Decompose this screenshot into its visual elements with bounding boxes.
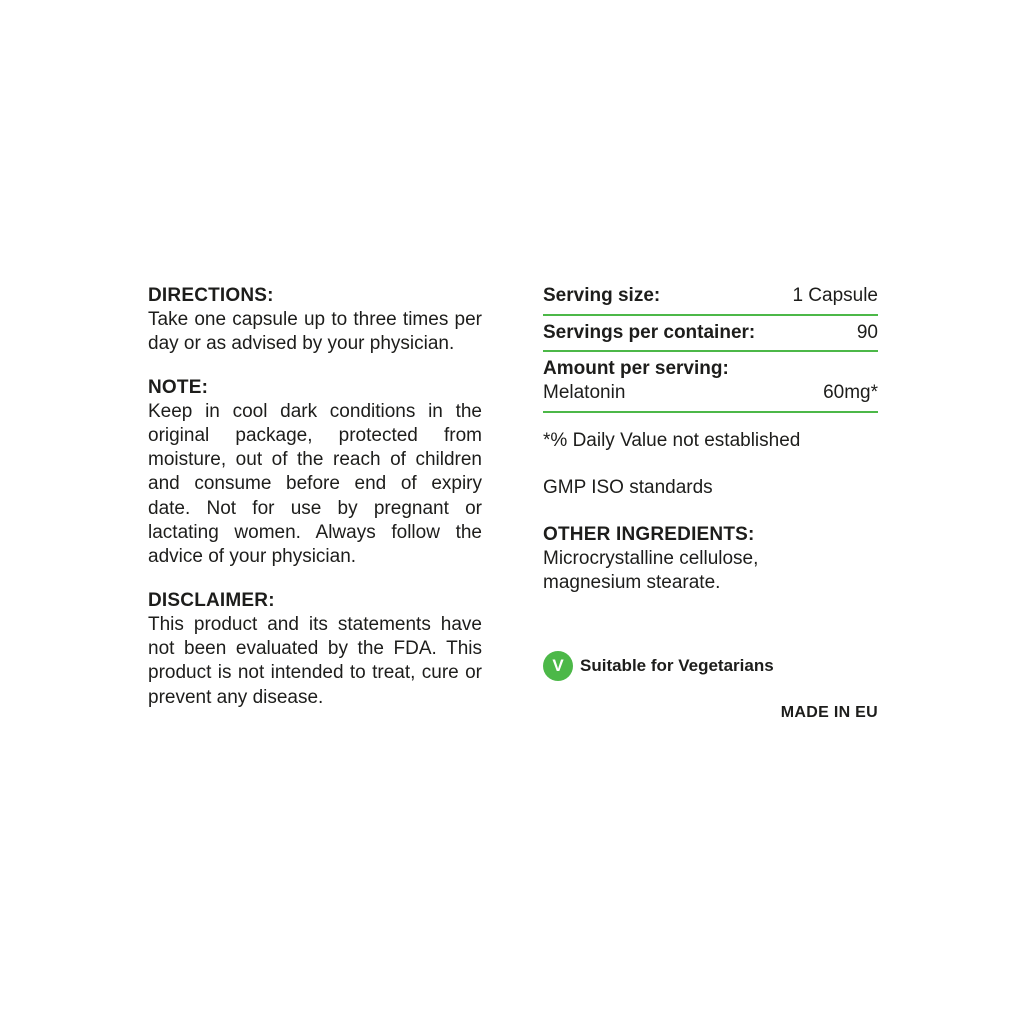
directions-text: Take one capsule up to three times per day or as advised by your physician. — [148, 309, 482, 355]
gmp-note: GMP ISO standards — [543, 477, 713, 498]
made-in-label: MADE IN EU — [780, 704, 878, 721]
vegetarian-label: Suitable for Vegetarians — [580, 656, 774, 675]
other-ingredients-section — [543, 523, 878, 595]
directions-heading: DIRECTIONS: — [148, 285, 274, 306]
serving-size-label: Serving size: — [543, 285, 661, 306]
ingredient-row — [543, 381, 878, 411]
other-ingredients-line1: Microcrystalline cellulose, — [543, 548, 759, 569]
serving-size-row — [543, 284, 878, 314]
amount-row — [543, 352, 878, 381]
disclaimer-section — [148, 589, 482, 710]
ingredient-name: Melatonin — [543, 382, 626, 403]
disclaimer-heading: DISCLAIMER: — [148, 589, 275, 611]
other-ingredients-line2: magnesium stearate. — [543, 572, 721, 593]
other-ingredients-heading: OTHER INGREDIENTS: — [543, 524, 755, 545]
directions-section — [148, 284, 482, 357]
note-heading: NOTE: — [148, 376, 209, 398]
note-section — [148, 376, 482, 570]
left-column — [148, 284, 482, 729]
vegetarian-icon: V — [543, 651, 573, 681]
ingredient-amount: 60mg* — [823, 382, 878, 403]
serving-size-value: 1 Capsule — [792, 285, 878, 306]
daily-value-note: *% Daily Value not established — [543, 430, 801, 451]
green-divider — [543, 411, 878, 413]
amount-label: Amount per serving: — [543, 358, 729, 379]
right-column — [543, 284, 878, 722]
disclaimer-text: This product and its statements have not been evaluated by the FDA. This product is not intended to treat, cure or prevent any disease. — [148, 613, 482, 708]
servings-value: 90 — [856, 322, 878, 343]
servings-label: Servings per container: — [543, 322, 756, 343]
note-text: Keep in cool dark conditions in the original package, protected from moisture, out of the reach of children and consume before end of expiry date. Not for use by pregnant or lactating women. Always follow the advice of your physician. — [148, 400, 482, 568]
servings-row — [543, 316, 878, 350]
vegetarian-badge-row — [543, 651, 878, 681]
